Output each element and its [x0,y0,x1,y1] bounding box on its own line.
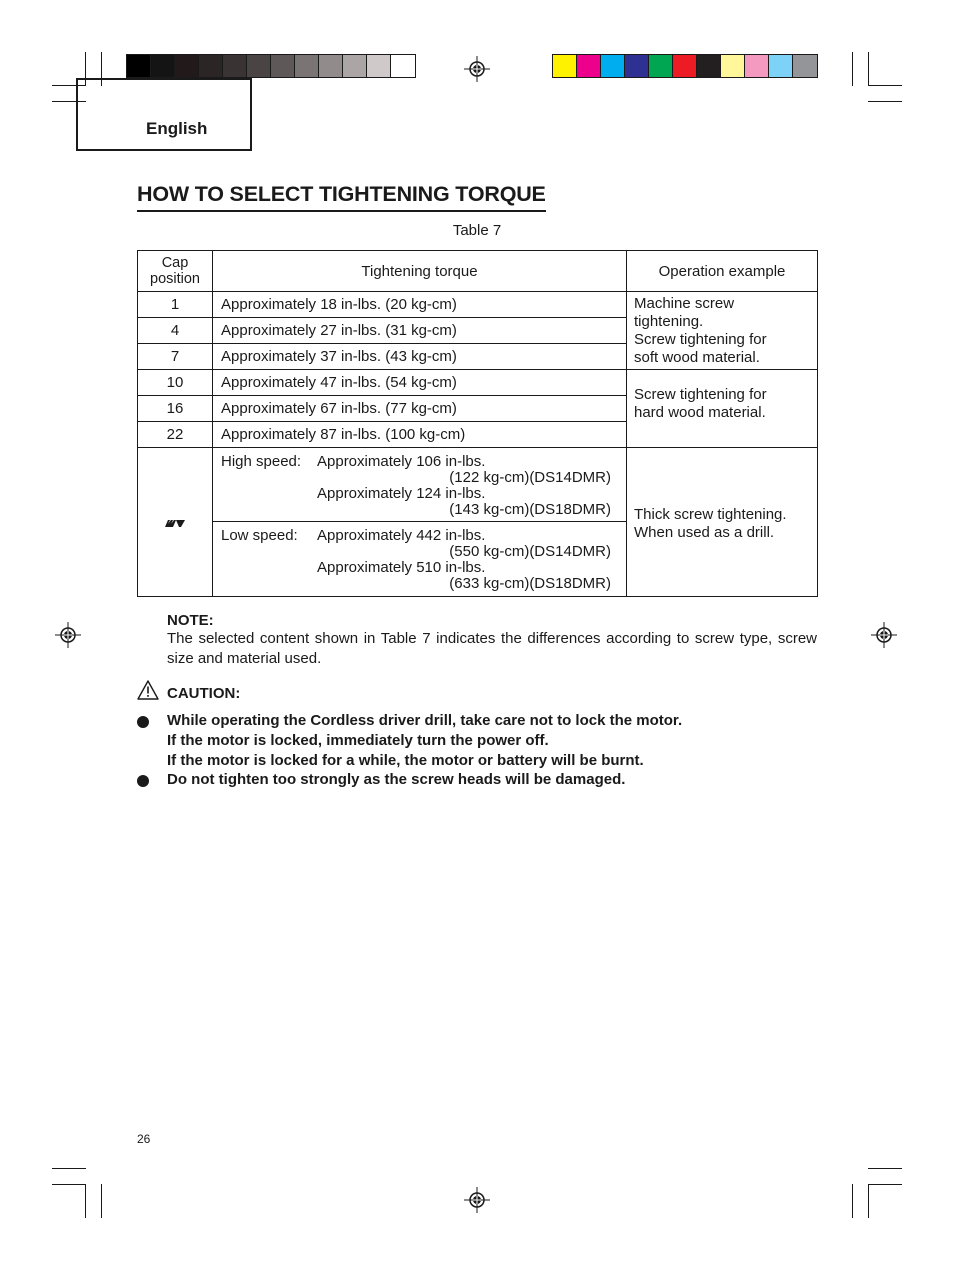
cap-drill-cell [138,448,213,597]
color-swatch [649,55,673,77]
low-speed-value: Approximately 442 in-lbs. [317,526,486,544]
header-position-line: position [150,271,200,287]
registration-mark-icon [464,56,490,82]
caution-line: If the motor is locked for a while, the motor or battery will be burnt. [167,752,644,769]
crop-mark [852,52,853,86]
operation-cell [627,292,818,370]
color-swatch [343,55,367,77]
torque-value: Approximately 37 in-lbs. (43 kg-cm) [213,344,627,370]
torque-value: Approximately 47 in-lbs. (54 kg-cm) [213,370,627,396]
torque-value: Approximately 27 in-lbs. (31 kg-cm) [213,318,627,344]
crop-mark [85,1184,86,1218]
caution-line: If the motor is locked, immediately turn the power off. [167,732,549,749]
header-operation: Operation example [627,251,818,292]
operation-cell [627,370,818,448]
torque-value: Approximately 67 in-lbs. (77 kg-cm) [213,396,627,422]
crop-mark [868,1184,902,1185]
color-swatch [553,55,577,77]
table-caption: Table 7 [452,222,502,239]
header-torque: Tightening torque [213,251,627,292]
operation-line: When used as a drill. [634,524,775,541]
table-row-drill-high [138,448,818,522]
table-row [138,292,818,318]
color-swatch [319,55,343,77]
high-speed-label: High speed: [221,452,302,470]
torque-value: Approximately 87 in-lbs. (100 kg-cm) [213,422,627,448]
note-title: NOTE: [167,612,214,629]
cap-value: 10 [138,370,213,396]
color-swatch [697,55,721,77]
operation-line: Screw tightening for [634,331,767,348]
color-swatch [769,55,793,77]
color-swatch [793,55,817,77]
crop-mark [52,1184,86,1185]
color-swatch [295,55,319,77]
cap-value: 16 [138,396,213,422]
warning-triangle-icon [137,680,159,700]
color-swatch [247,55,271,77]
color-swatch [223,55,247,77]
caution-line: While operating the Cordless driver drill, take care not to lock the motor. [167,712,683,729]
color-swatch [391,55,415,77]
crop-mark [101,1184,102,1218]
cap-value: 1 [138,292,213,318]
registration-mark-icon [55,622,81,648]
operation-line: hard wood material. [634,404,766,421]
low-speed-value-metric: (550 kg-cm)(DS14DMR) [449,542,611,560]
operation-line: tightening. [634,313,704,330]
color-swatch [601,55,625,77]
grayscale-color-bar [126,54,416,78]
cap-value: 22 [138,422,213,448]
header-cap-position [138,251,213,292]
registration-mark-icon [871,622,897,648]
operation-line: soft wood material. [634,349,760,366]
color-swatch [271,55,295,77]
crop-mark [868,1184,869,1218]
language-label: English [146,119,208,138]
crop-mark [868,101,902,102]
operation-cell [627,448,818,597]
color-swatch [367,55,391,77]
page-number: 26 [137,1132,151,1146]
operation-line: Thick screw tightening. [634,506,787,523]
note-text: The selected content shown in Table 7 indicates the differences according to screw type, screw size and material used. [167,630,817,667]
torque-value: Approximately 18 in-lbs. (20 kg-cm) [213,292,627,318]
color-swatch [721,55,745,77]
crop-mark [52,1168,86,1169]
table-row [138,370,818,396]
low-speed-value: Approximately 510 in-lbs. [317,558,486,576]
color-swatch [745,55,769,77]
caution-title: CAUTION: [167,685,241,702]
operation-line: Screw tightening for [634,386,767,403]
high-speed-value: Approximately 124 in-lbs. [317,484,486,502]
high-speed-value: Approximately 106 in-lbs. [317,452,486,470]
color-swatch [199,55,223,77]
color-swatch [151,55,175,77]
section-title: HOW TO SELECT TIGHTENING TORQUE [137,182,546,212]
crop-mark [852,1184,853,1218]
cap-value: 7 [138,344,213,370]
operation-line: Machine screw [634,295,735,312]
high-speed-cell [213,448,627,522]
low-speed-value-metric: (633 kg-cm)(DS18DMR) [449,574,611,592]
language-tab [76,78,252,151]
caution-line: Do not tighten too strongly as the screw heads will be damaged. [167,771,626,788]
color-swatch [577,55,601,77]
header-cap-line: Cap [161,255,189,271]
process-color-bar [552,54,818,78]
crop-mark [868,52,869,86]
color-swatch [127,55,151,77]
high-speed-value-metric: (143 kg-cm)(DS18DMR) [449,500,611,518]
registration-mark-icon [464,1187,490,1213]
low-speed-cell [213,522,627,597]
high-speed-value-metric: (122 kg-cm)(DS14DMR) [449,468,611,486]
crop-mark [868,1168,902,1169]
crop-mark [868,85,902,86]
table-header-row [138,251,818,292]
color-swatch [625,55,649,77]
cap-value: 4 [138,318,213,344]
color-swatch [673,55,697,77]
bullet-icon [137,716,149,728]
color-swatch [175,55,199,77]
bullet-icon [137,775,149,787]
torque-table [137,250,818,597]
drill-mode-icon [164,518,186,528]
low-speed-label: Low speed: [221,526,298,544]
